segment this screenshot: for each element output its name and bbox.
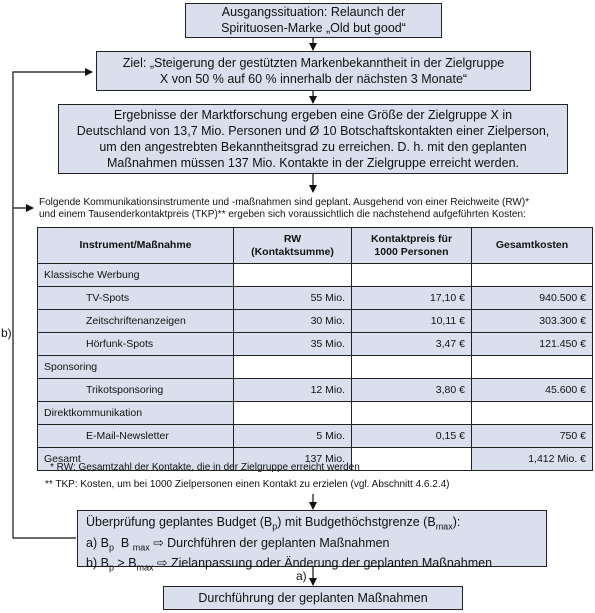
market-research-box: Ergebnisse der Marktforschung ergeben eine Größe der Zielgruppe X in Deutschland von 13,7 Mio. Personen und Ø 10 Botschaftskontakten einer Zielperson, um den angestrebten Bekanntheitsgrad zu erreichen. D. h. mit den geplanten Maßnahmen müssen 137 Mio. Kontakte in der Zielgruppe erreicht werden.: [58, 104, 568, 174]
table-row: TV-Spots 55 Mio. 17,10 € 940.500 €: [38, 287, 593, 310]
footnote-rw: * RW: Gesamtzahl der Kontakte, die in der Zielgruppe erreicht werden: [50, 462, 360, 473]
execute-measures-box: Durchführung der geplanten Maßnahmen: [163, 586, 463, 610]
table-row: Direktkommunikation: [38, 402, 593, 425]
table-header-row: [38, 228, 593, 264]
table-row: E-Mail-Newsletter 5 Mio. 0,15 € 750 €: [38, 425, 593, 448]
table-row: Sponsoring: [38, 356, 593, 379]
option-b-line: b) $B_p > B_{max}$ ⇨ Zielanpassung oder Änderung der geplanten Maßnahmen: [86, 556, 493, 573]
footnote-tkp: ** TKP: Kosten, um bei 1000 Zielpersonen einen Kontakt zu erzielen (vgl. Abschnitt 4.6.2.4): [45, 479, 450, 490]
table-row: Zeitschriftenanzeigen 30 Mio. 10,11 € 303.300 €: [38, 310, 593, 333]
col-contact-price: Kontaktpreis für 1000 Personen: [352, 228, 472, 264]
col-rw: RW (Kontaktsumme): [234, 228, 352, 264]
col-instrument: Instrument/Maßnahme: [38, 228, 234, 264]
label-a: a): [296, 569, 307, 583]
budget-check-box: Überprüfung geplantes Budget $(B_p)$ mit Budgethöchstgrenze $(B_{max})$: a) $B_p$ B $_{max}$ ⇨ Durchführen der geplanten Maßnahmen b) $B_p > B_{max}$ ⇨ Zielanpassung oder Änderung der geplanten Maßnahmen: [77, 510, 547, 567]
option-a-line: a) $B_p$ B $_{max}$ ⇨ Durchführen der geplanten Maßnahmen: [86, 535, 390, 552]
instrument-cost-table: [37, 227, 593, 471]
label-b: b): [1, 326, 12, 340]
intro-text: Folgende Kommunikationsinstrumente und -maßnahmen sind geplant. Ausgehend von einer Reichweite (RW)* und einem Tausenderkontaktpreis (TKP)** ergeben sich voraussichtlich die nachstehend aufgeführten Kosten:: [39, 197, 530, 220]
table-row: Hörfunk-Spots 35 Mio. 3,47 € 121.450 €: [38, 333, 593, 356]
col-total-cost: Gesamtkosten: [472, 228, 593, 264]
start-situation-box: Ausgangssituation: Relaunch der Spirituosen-Marke „Old but good“: [185, 3, 442, 38]
goal-box: Ziel: „Steigerung der gestützten Markenbekanntheit in der Zielgruppe X von 50 % auf 60 % innerhalb der nächsten 3 Monate“: [96, 51, 531, 91]
table-row: Klassische Werbung: [38, 264, 593, 287]
table-row: Trikotsponsoring 12 Mio. 3,80 € 45.600 €: [38, 379, 593, 402]
table-total-row: Gesamt 137 Mio. 1,412 Mio. €: [38, 448, 593, 471]
